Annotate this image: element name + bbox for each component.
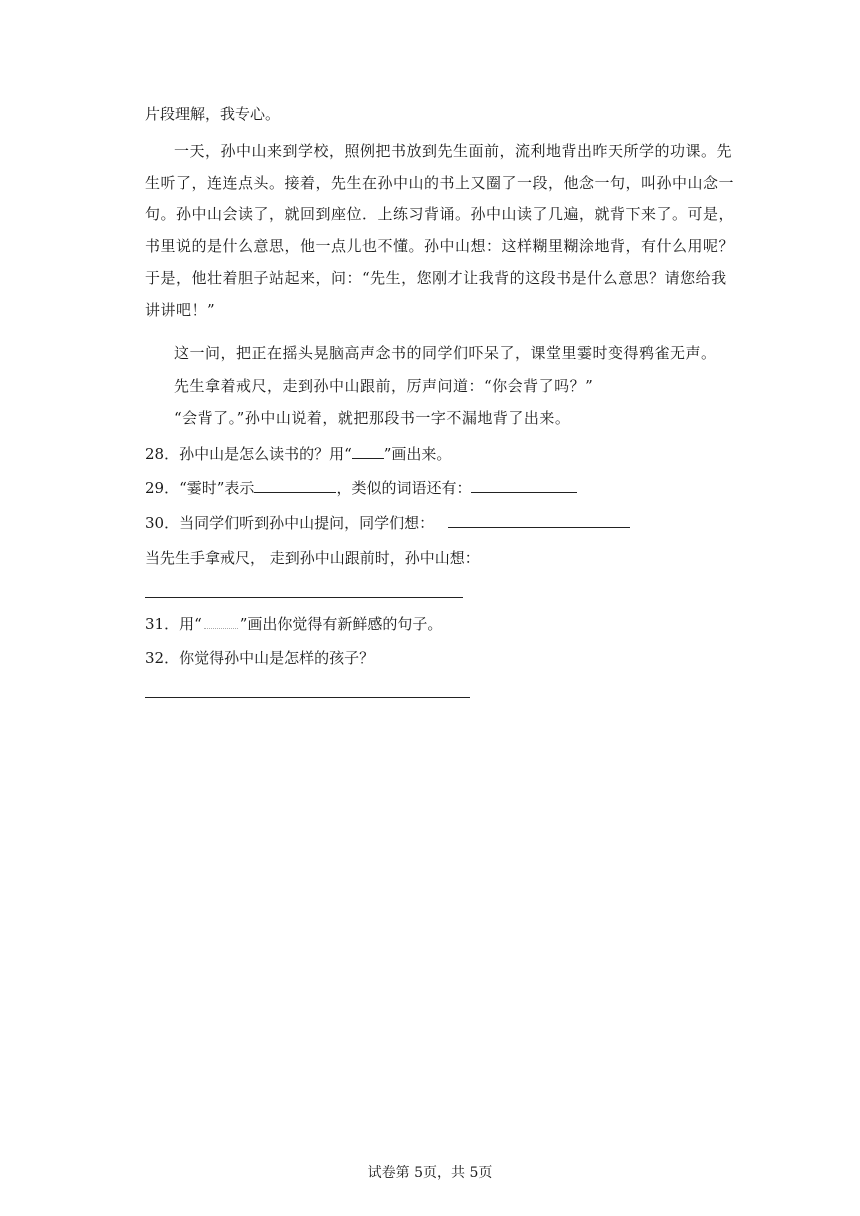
underline-sample xyxy=(352,444,384,459)
question-text: ，类似的词语还有： xyxy=(336,479,472,497)
question-text: ”画出你觉得有新鲜感的句子。 xyxy=(239,615,443,633)
question-text: 30．当同学们听到孙中山提问，同学们想： xyxy=(145,514,435,532)
dotted-underline-sample xyxy=(204,614,238,629)
question-text: ”画出来。 xyxy=(383,445,452,463)
passage-line: 一天，孙中山来到学校，照例把书放到先生面前，流利地背出昨天所学的功课。先 xyxy=(174,142,733,160)
answer-blank[interactable] xyxy=(254,478,336,493)
question-30-part2: 当先生手拿戒尺， 走到孙中山跟前时，孙中山想： xyxy=(145,549,480,567)
answer-blank[interactable] xyxy=(471,478,577,493)
question-29 xyxy=(145,478,721,498)
passage-line: 生听了，连连点头。接着，先生在孙中山的书上又圈了一段，他念一句，叫孙中山念一 xyxy=(145,174,735,192)
answer-line[interactable] xyxy=(145,597,463,598)
passage-line: 书里说的是什么意思，他一点儿也不懂。孙中山想：这样糊里糊涂地背，有什么用呢？ xyxy=(145,237,735,255)
question-28 xyxy=(145,444,721,464)
question-31 xyxy=(145,614,721,634)
question-text: 28．孙中山是怎么读书的？用“ xyxy=(145,445,352,463)
passage-line: 先生拿着戒尺，走到孙中山跟前，厉声问道：“你会背了吗？” xyxy=(174,377,594,395)
question-text: 29．“霎时”表示 xyxy=(145,479,255,497)
answer-blank[interactable] xyxy=(448,513,630,528)
passage-line: 于是，他壮着胆子站起来，问：“先生，您刚才让我背的这段书是什么意思？请您给我 xyxy=(145,269,727,287)
question-text: 31．用“ xyxy=(145,615,202,633)
passage-line: “会背了。”孙中山说着，就把那段书一字不漏地背了出来。 xyxy=(174,409,571,427)
answer-line[interactable] xyxy=(145,697,470,698)
passage-line: 这一问，把正在摇头晃脑高声念书的同学们吓呆了，课堂里霎时变得鸦雀无声。 xyxy=(174,344,717,362)
page-footer: 试卷第 5页，共 5页 xyxy=(367,1165,493,1181)
passage-line: 句。孙中山会读了，就回到座位．上练习背诵。孙中山读了几遍，就背下来了。可是， xyxy=(145,205,735,223)
passage-intro: 片段理解，我专心。 xyxy=(145,105,281,123)
passage-line: 讲讲吧！” xyxy=(145,301,216,319)
question-32: 32．你觉得孙中山是怎样的孩子？ xyxy=(145,649,375,667)
question-30 xyxy=(145,513,721,533)
